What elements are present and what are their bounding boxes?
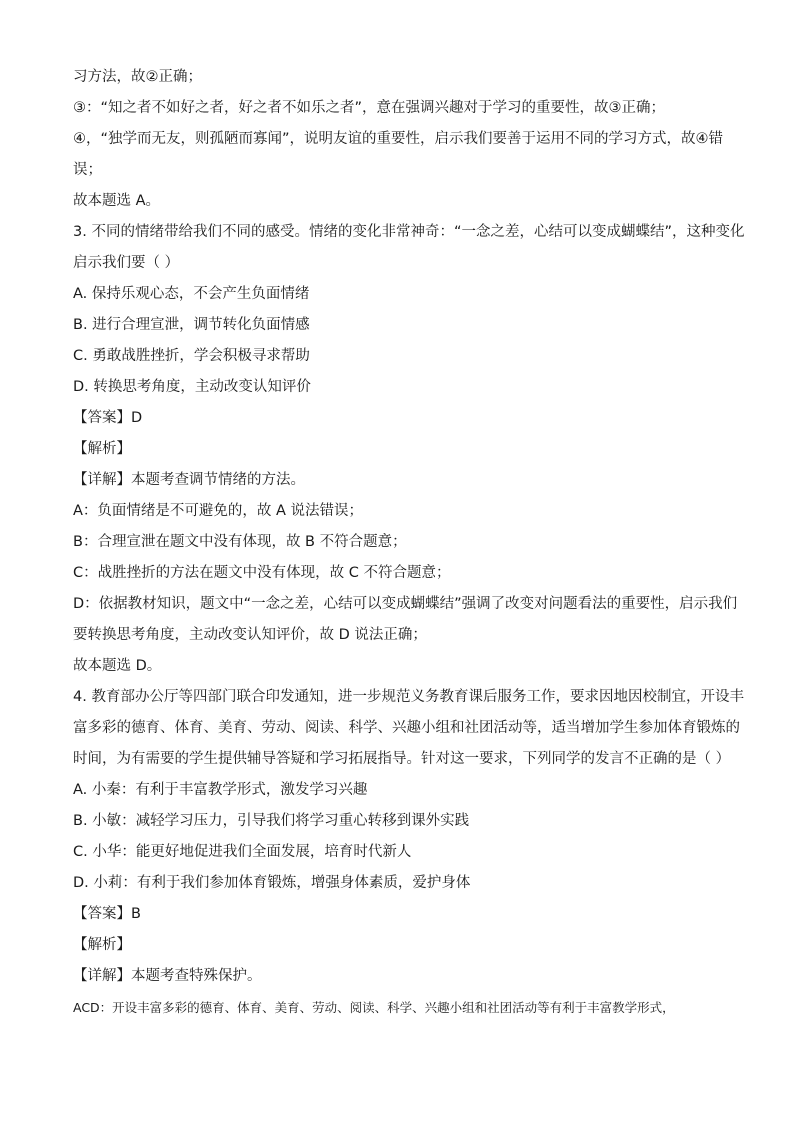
option-d: D. 转换思考角度，主动改变认知评价 xyxy=(73,379,311,395)
question-4-stem: 富多彩的德育、体育、美育、劳动、阅读、科学、兴趣小组和社团活动等，适当增加学生参加体育锻炼的 xyxy=(73,720,740,736)
option-a: A. 保持乐观心态，不会产生负面情绪 xyxy=(73,286,310,302)
option-b: B. 进行合理宣泄，调节转化负面情感 xyxy=(73,317,310,333)
option-a: A. 小秦：有利于丰富教学形式，激发学习兴趣 xyxy=(73,782,368,798)
analysis-label: 【解析】 xyxy=(73,441,131,457)
text-line: A：负面情绪是不可避免的，故 A 说法错误； xyxy=(73,503,364,519)
answer-label: 【答案】D xyxy=(73,410,143,426)
text-line: 误； xyxy=(73,162,102,178)
question-3-stem: 启示我们要（ ） xyxy=(73,255,180,271)
text-line: ④，“独学而无友，则孤陋而寡闻”，说明友谊的重要性，启示我们要善于运用不同的学习方式，故④错 xyxy=(73,131,724,147)
text-line: 要转换思考角度，主动改变认知评价，故 D 说法正确； xyxy=(73,627,427,643)
text-line: 故本题选 A。 xyxy=(73,193,161,209)
text-line: C：战胜挫折的方法在题文中没有体现，故 C 不符合题意； xyxy=(73,565,451,581)
text-line: D：依据教材知识，题文中“一念之差，心结可以变成蝴蝶结”强调了改变对问题看法的重要性，启示我们 xyxy=(73,596,738,612)
analysis-label: 【解析】 xyxy=(73,937,131,953)
detail-label: 【详解】本题考查特殊保护。 xyxy=(73,968,262,984)
option-c: C. 勇敢战胜挫折，学会积极寻求帮助 xyxy=(73,348,310,364)
option-b: B. 小敏：减轻学习压力，引导我们将学习重心转移到课外实践 xyxy=(73,813,470,829)
text-line: 故本题选 D。 xyxy=(73,658,162,674)
answer-label: 【答案】B xyxy=(73,906,141,922)
question-3-stem: 3. 不同的情绪带给我们不同的感受。情绪的变化非常神奇：“一念之差，心结可以变成蝴蝶结”，这种变化 xyxy=(73,224,745,240)
detail-label: 【详解】本题考查调节情绪的方法。 xyxy=(73,472,305,488)
question-4-stem: 4. 教育部办公厅等四部门联合印发通知，进一步规范义务教育课后服务工作，要求因地因校制宜，开设丰 xyxy=(73,689,744,705)
option-d: D. 小莉：有利于我们参加体育锻炼，增强身体素质，爱护身体 xyxy=(73,875,471,891)
text-line: 习方法，故②正确； xyxy=(73,69,202,85)
text-line: B：合理宣泄在题文中没有体现，故 B 不符合题意； xyxy=(73,534,407,550)
text-line: ③：“知之者不如好之者，好之者不如乐之者”，意在强调兴趣对于学习的重要性，故③正确； xyxy=(73,100,666,116)
option-c: C. 小华：能更好地促进我们全面发展，培育时代新人 xyxy=(73,844,412,860)
text-line: ACD：开设丰富多彩的德育、体育、美育、劳动、阅读、科学、兴趣小组和社团活动等有利于丰富教学形式， xyxy=(73,1000,675,1015)
question-4-stem: 时间，为有需要的学生提供辅导答疑和学习拓展指导。针对这一要求，下列同学的发言不正确的是（ ） xyxy=(73,751,731,767)
document-body xyxy=(73,62,745,1023)
